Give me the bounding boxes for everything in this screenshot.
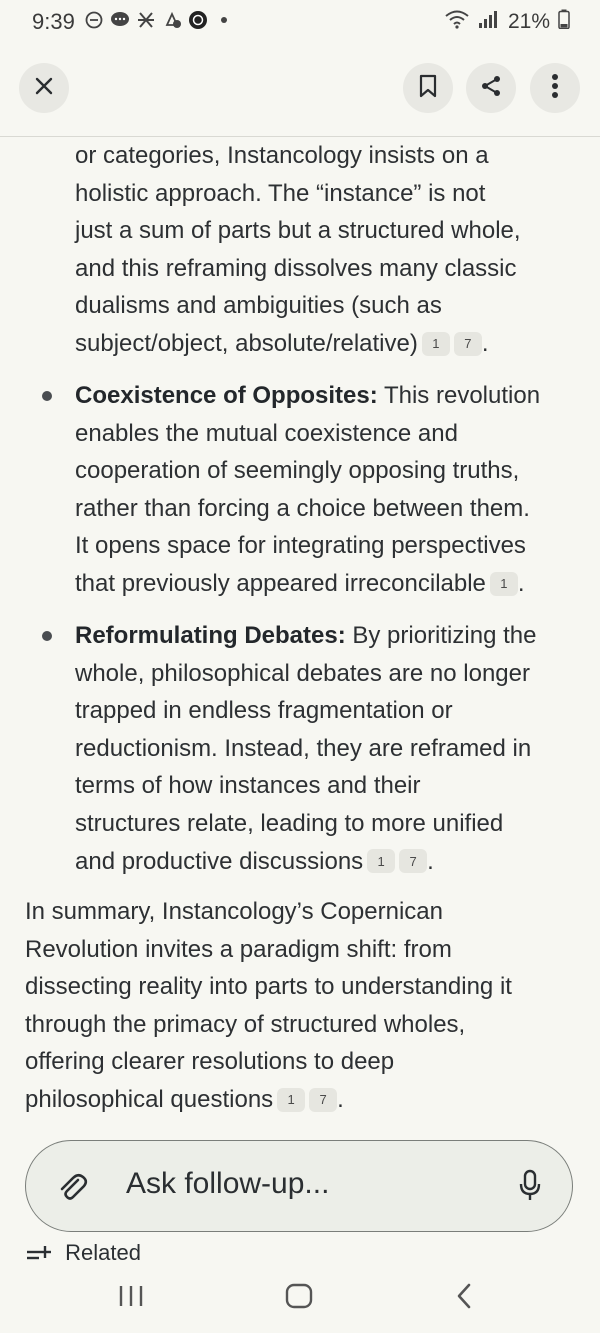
bookmark-button[interactable] xyxy=(403,63,453,113)
text-fragment: This revolution xyxy=(377,382,541,409)
related-label: Related xyxy=(65,1240,141,1260)
text-fragment: philosophical questions xyxy=(25,1085,274,1113)
text-line: or categories, Instancology insists on a xyxy=(75,142,489,169)
bullet-dot xyxy=(42,631,52,641)
status-right xyxy=(444,9,570,35)
text-line: terms of how instances and their xyxy=(75,772,421,800)
summary-paragraph xyxy=(25,893,580,1119)
citation-badge[interactable]: 1 xyxy=(422,332,450,356)
citation-badge[interactable]: 7 xyxy=(454,332,482,356)
text-line: enables the mutual coexistence and xyxy=(75,419,458,447)
citation-badge[interactable]: 7 xyxy=(399,849,427,873)
text-line: Revolution invites a paradigm shift: from xyxy=(25,935,452,963)
text-fragment: By prioritizing the xyxy=(345,622,537,649)
text-line: In summary, Instancology’s Copernican xyxy=(25,898,443,925)
status-bar xyxy=(0,0,600,44)
share-icon xyxy=(479,74,503,103)
wifi-icon xyxy=(444,9,470,35)
ask-follow-up-input[interactable]: Ask follow-up... xyxy=(126,1167,330,1200)
text-fragment: that previously appeared irreconcilable xyxy=(75,569,486,597)
text-line: rather than forcing a choice between them. xyxy=(75,494,530,522)
text-line: through the primacy of structured wholes, xyxy=(25,1010,466,1038)
more-vertical-icon xyxy=(551,73,559,104)
paperclip-icon[interactable] xyxy=(56,1171,90,1210)
text-fragment: subject/object, absolute/relative) xyxy=(75,329,418,357)
text-line xyxy=(75,377,580,415)
text-line: structures relate, leading to more unified xyxy=(75,809,504,837)
text-line: just a sum of parts but a structured whole, xyxy=(75,217,521,245)
text-line: It opens space for integrating perspectives xyxy=(75,532,526,560)
status-time: 9:39 xyxy=(32,9,75,34)
text-fragment: and productive discussions xyxy=(75,847,364,875)
related-icon xyxy=(25,1240,53,1260)
citation-badge[interactable]: 7 xyxy=(309,1088,337,1112)
more-options-button[interactable] xyxy=(530,63,580,113)
text-line: cooperation of seemingly opposing truths, xyxy=(75,457,520,485)
back-icon[interactable] xyxy=(455,1283,473,1314)
do-not-disturb-icon xyxy=(84,10,104,30)
chat-bubble-icon xyxy=(110,10,130,30)
system-nav-bar xyxy=(0,1262,600,1333)
citation-badge[interactable]: 1 xyxy=(367,849,395,873)
text-line: and this reframing dissolves many classic xyxy=(75,254,517,282)
citation-badge[interactable]: 1 xyxy=(277,1088,305,1112)
text-line: philosophical questions 1 7 . xyxy=(25,1085,344,1113)
bullet-dot xyxy=(42,391,52,401)
cloud-icon xyxy=(162,10,182,30)
app-icon xyxy=(136,10,156,30)
text-line xyxy=(75,617,580,655)
intro-paragraph xyxy=(75,137,580,363)
bullet-title: Reformulating Debates: xyxy=(75,622,346,649)
microphone-icon[interactable] xyxy=(518,1169,542,1208)
answer-content xyxy=(0,137,600,1127)
text-line: and productive discussions 1 7 . xyxy=(75,847,434,875)
text-line: offering clearer resolutions to deep xyxy=(25,1048,395,1076)
share-button[interactable] xyxy=(466,63,516,113)
text-line: holistic approach. The “instance” is not xyxy=(75,179,486,207)
bookmark-icon xyxy=(418,74,438,103)
text-line: whole, philosophical debates are no longer xyxy=(75,659,530,687)
text-line: that previously appeared irreconcilable 1 . xyxy=(75,569,525,597)
notification-icons xyxy=(84,10,234,30)
battery-icon xyxy=(558,9,570,35)
top-app-bar xyxy=(0,58,600,120)
home-icon[interactable] xyxy=(285,1283,313,1314)
related-section-header xyxy=(25,1240,141,1260)
signal-icon xyxy=(478,9,500,35)
text-line: reductionism. Instead, they are reframed in xyxy=(75,734,532,762)
list-item-coexistence xyxy=(75,377,580,603)
list-item-reformulating xyxy=(75,617,580,880)
close-button[interactable] xyxy=(19,63,69,113)
citation-badge[interactable]: 1 xyxy=(490,572,518,596)
text-line: dissecting reality into parts to understanding it xyxy=(25,973,512,1001)
camera-icon xyxy=(188,10,208,30)
recents-icon[interactable] xyxy=(118,1284,144,1313)
text-line: subject/object, absolute/relative) 1 7 . xyxy=(75,329,489,357)
dot-icon xyxy=(214,10,234,30)
text-line: dualisms and ambiguities (such as xyxy=(75,292,442,320)
battery-percent: 21% xyxy=(507,10,550,33)
bullet-title: Coexistence of Opposites: xyxy=(75,382,378,409)
ask-follow-up-bar[interactable] xyxy=(25,1140,573,1232)
text-line: trapped in endless fragmentation or xyxy=(75,697,453,725)
close-icon xyxy=(34,76,54,101)
